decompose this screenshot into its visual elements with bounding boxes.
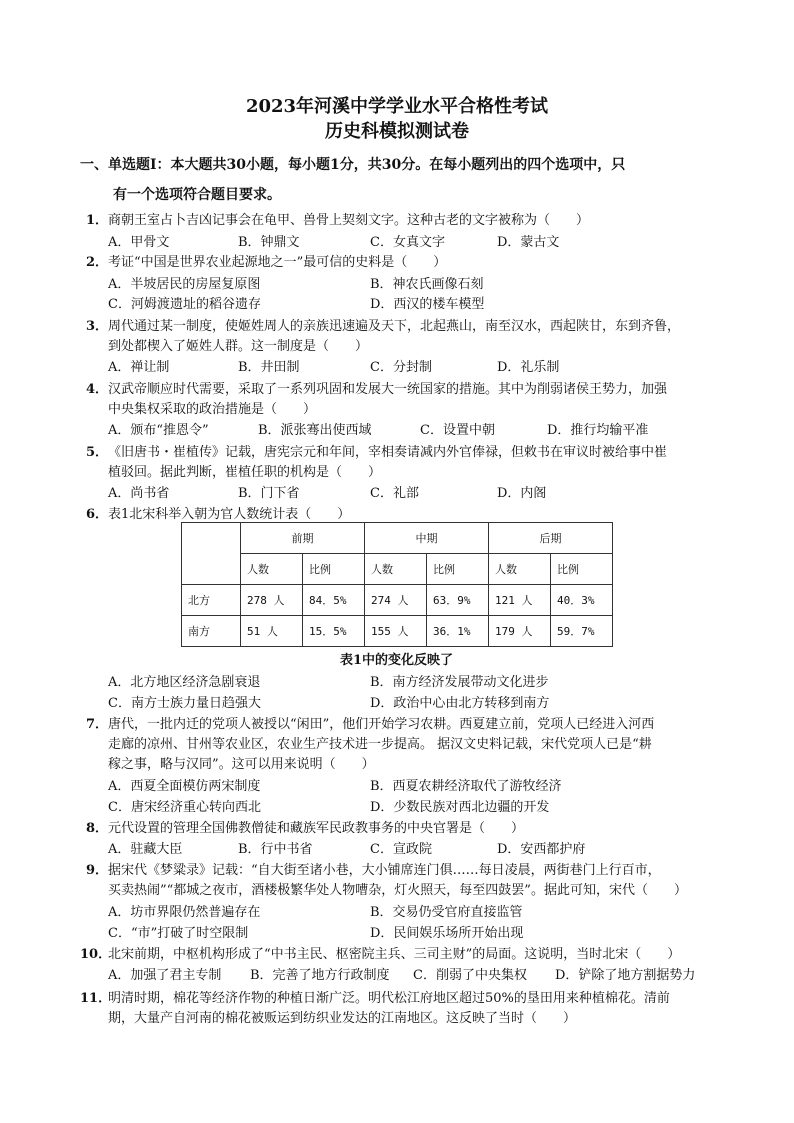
- option-a: A．加强了君主专制: [108, 968, 222, 983]
- table-cell: 59．7%: [551, 616, 613, 647]
- option-a: A．颁布“推恩令”: [108, 423, 209, 438]
- question-stem: 据宋代《梦粱录》记载：“自大街至诸小巷，大小铺席连门俱……每日凌晨，两街巷门上行百市，: [108, 863, 661, 878]
- question-stem: 考证“中国是世界农业起源地之一”最可信的史料是（ ）: [108, 255, 447, 270]
- table-cell: 278 人: [241, 585, 303, 616]
- option-c: C．“市”打破了时空限制: [108, 926, 249, 941]
- table-cell: 84．5%: [303, 585, 365, 616]
- section-instructions: 一、单选题Ⅰ：本大题共30小题，每小题1分，共30分。在每小题列出的四个选项中，只: [80, 157, 626, 173]
- question-number: 10．: [80, 947, 112, 962]
- question-stem-cont: 买卖热闹”“都城之夜市，酒楼极繁华处人物嘈杂，灯火照天，每至四鼓罢”。据此可知，宋代（ ）: [108, 883, 687, 898]
- option-d: D．礼乐制: [497, 360, 560, 375]
- option-c: C．河姆渡遗址的稻谷遗存: [108, 297, 261, 312]
- question-stem-cont: 植驳回。据此判断，崔植任职的机构是（ ）: [108, 465, 382, 480]
- table-caption: 表1中的变化反映了: [340, 653, 454, 668]
- table-cell: 40．3%: [551, 585, 613, 616]
- question-stem: 北宋前期，中枢机构形成了“中书主民、枢密院主兵、三司主财”的局面。这说明，当时北宋（ ）: [108, 947, 681, 962]
- table-row: [182, 585, 613, 616]
- option-d: D．西汉的楼车模型: [370, 297, 485, 312]
- option-d: D．推行均输平准: [547, 423, 649, 438]
- question-stem: 《旧唐书・崔植传》记载，唐宪宗元和年间，宰相奏请减内外官俸禄，但敕书在审议时被给事中崔: [108, 445, 668, 460]
- option-d: D．安西都护府: [497, 842, 586, 857]
- option-d: D．政治中心由北方转移到南方: [370, 696, 550, 711]
- question-number: 1．: [85, 213, 108, 228]
- option-b: B．神农氏画像石刻: [370, 277, 484, 292]
- option-b: B．行中书省: [238, 842, 313, 857]
- option-b: B．完善了地方行政制度: [250, 968, 390, 983]
- question-number: 8．: [85, 821, 108, 836]
- option-c: C．削弱了中央集权: [413, 968, 527, 983]
- table-cell: 15．5%: [303, 616, 365, 647]
- option-b: B．西夏农耕经济取代了游牧经济: [370, 779, 562, 794]
- question-stem: 商朝王室占卜吉凶记事会在龟甲、兽骨上契刻文字。这种古老的文字被称为（ ）: [108, 213, 590, 228]
- question-number: 6．: [85, 507, 108, 522]
- option-b: B．井田制: [238, 360, 300, 375]
- question-stem: 明清时期，棉花等经济作物的种植日渐广泛。明代松江府地区超过50%的垦田用来种植棉花。清前: [108, 991, 670, 1006]
- option-c: C．女真文字: [370, 235, 445, 250]
- table-period-header: 后期: [489, 523, 613, 554]
- table-cell: 155 人: [365, 616, 427, 647]
- question-stem: 汉武帝顺应时代需要，采取了一系列巩固和发展大一统国家的措施。其中为削弱诸侯王势力，加强: [108, 382, 668, 397]
- table-period-header: 中期: [365, 523, 489, 554]
- table-period-header: 前期: [241, 523, 365, 554]
- option-a: A．西夏全面模仿两宋制度: [108, 779, 261, 794]
- option-b: B．交易仍受官府直接监管: [370, 905, 523, 920]
- table-subheader: 人数: [365, 554, 427, 585]
- question-number: 4．: [85, 382, 108, 397]
- option-d: D．铲除了地方割据势力: [555, 968, 696, 983]
- table-cell: 36．1%: [427, 616, 489, 647]
- option-d: D．民间娱乐场所开始出现: [370, 926, 524, 941]
- table-subheader: 比例: [427, 554, 489, 585]
- option-c: C．分封制: [370, 360, 432, 375]
- table-row-label: 北方: [182, 585, 241, 616]
- option-c: C．礼部: [370, 486, 419, 501]
- question-stem: 表1北宋科举入朝为官人数统计表（ ）: [108, 507, 351, 522]
- question-stem: 元代设置的管理全国佛教僧徒和藏族军民政教事务的中央官署是（ ）: [108, 821, 525, 836]
- option-c: C．唐宋经济重心转向西北: [108, 800, 261, 815]
- table-header-row: [182, 523, 613, 554]
- table-cell: 63．9%: [427, 585, 489, 616]
- exam-title: 2023年河溪中学学业水平合格性考试: [245, 96, 549, 117]
- question-number: 11．: [80, 991, 112, 1006]
- question-stem-cont: 走廊的凉州、甘州等农业区，农业生产技术进一步提高。 据汉文史料记载，宋代党项人已是“耕: [108, 737, 652, 752]
- question-number: 5．: [85, 445, 108, 460]
- option-d: D．内阁: [497, 486, 547, 501]
- table-subheader-row: [182, 554, 613, 585]
- question-stem-cont: 中央集权采取的政治措施是（ ）: [108, 402, 317, 417]
- option-c: C．设置中朝: [420, 423, 495, 438]
- exam-subtitle: 历史科模拟测试卷: [325, 121, 469, 142]
- table-corner-cell: [182, 523, 241, 585]
- option-d: D．蒙古文: [497, 235, 560, 250]
- question-number: 2．: [85, 255, 108, 270]
- question-number: 7．: [85, 717, 108, 732]
- stats-table: [181, 522, 613, 647]
- option-c: C．宣政院: [370, 842, 432, 857]
- table-cell: 51 人: [241, 616, 303, 647]
- option-c: C．南方士族力量日趋强大: [108, 696, 261, 711]
- question-stem-cont: 期，大量产自河南的棉花被贩运到纺织业发达的江南地区。这反映了当时（ ）: [108, 1011, 577, 1026]
- table-cell: 179 人: [489, 616, 551, 647]
- table-subheader: 比例: [551, 554, 613, 585]
- option-a: A．北方地区经济急剧衰退: [108, 675, 261, 690]
- table-cell: 274 人: [365, 585, 427, 616]
- section-instructions-cont: 有一个选项符合题目要求。: [113, 187, 281, 203]
- option-a: A．甲骨文: [108, 235, 170, 250]
- question-stem: 唐代，一批内迁的党项人被授以“闲田”，他们开始学习农耕。西夏建立前，党项人已经进入河西: [108, 717, 655, 732]
- table-row-label: 南方: [182, 616, 241, 647]
- table-subheader: 人数: [241, 554, 303, 585]
- option-a: A．半坡居民的房屋复原图: [108, 277, 261, 292]
- option-b: B．派张骞出使西域: [258, 423, 372, 438]
- question-stem-cont: 到处都楔入了姬姓人群。这一制度是（ ）: [108, 339, 369, 354]
- question-stem-cont: 稼之事，略与汉同”。这可以用来说明（ ）: [108, 757, 375, 772]
- table-row: [182, 616, 613, 647]
- question-stem: 周代通过某一制度，使姬姓周人的亲族迅速遍及天下，北起燕山，南至汉水，西起陕甘，东到齐鲁，: [108, 319, 681, 334]
- option-a: A．驻藏大臣: [108, 842, 183, 857]
- option-a: A．尚书省: [108, 486, 170, 501]
- table-subheader: 比例: [303, 554, 365, 585]
- option-b: B．钟鼎文: [238, 235, 300, 250]
- table-cell: 121 人: [489, 585, 551, 616]
- option-a: A．禅让制: [108, 360, 170, 375]
- option-b: B．门下省: [238, 486, 300, 501]
- option-b: B．南方经济发展带动文化进步: [370, 675, 549, 690]
- table-subheader: 人数: [489, 554, 551, 585]
- question-number: 9．: [85, 863, 108, 878]
- option-a: A．坊市界限仍然普遍存在: [108, 905, 261, 920]
- question-number: 3．: [85, 319, 108, 334]
- option-d: D．少数民族对西北边疆的开发: [370, 800, 550, 815]
